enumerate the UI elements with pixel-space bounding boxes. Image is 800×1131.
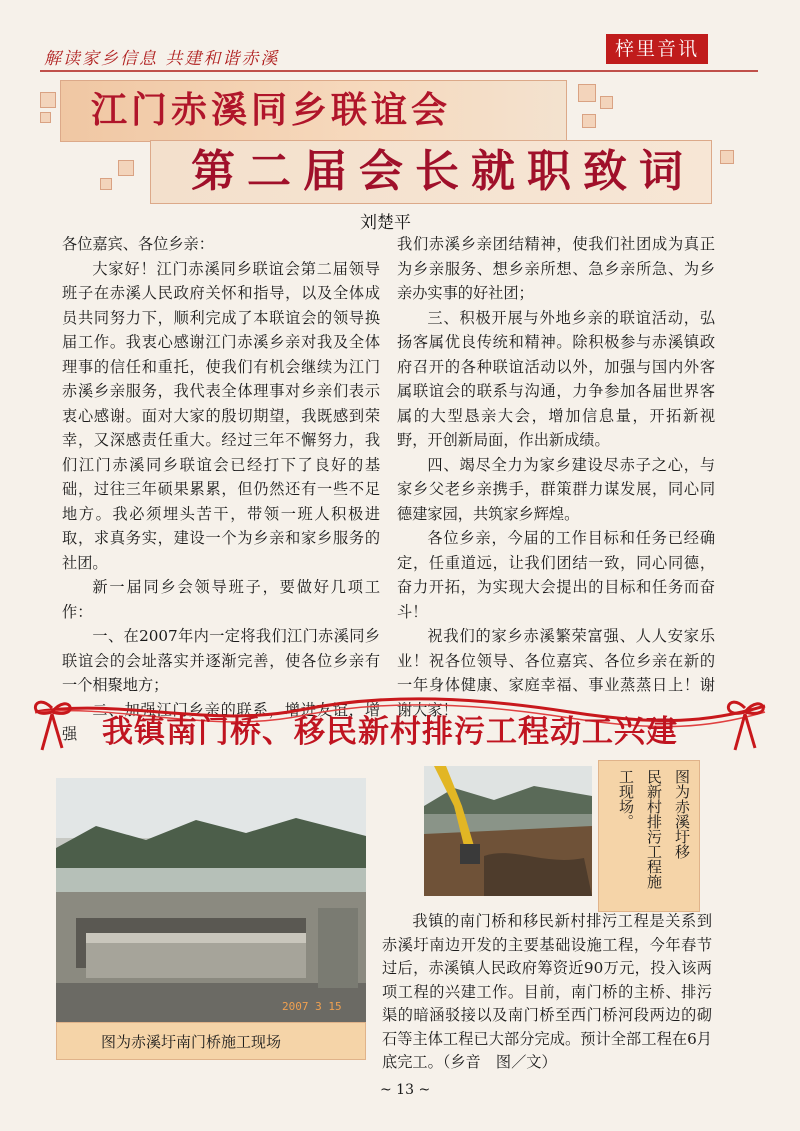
article2-title: 我镇南门桥、移民新村排污工程动工兴建 — [102, 714, 678, 750]
header-rule — [40, 70, 758, 72]
paragraph: 各位乡亲，今届的工作目标和任务已经确定，任重道远，让我们团结一致，同心同德，奋力开拓，为实现大会提出的目标和任务而奋斗！ — [397, 529, 715, 621]
paragraph: 祝我们的家乡赤溪繁荣富强、人人安家乐业！祝各位领导、各位嘉宾、各位乡亲在新的一年身体健康、家庭幸福、事业蒸蒸日上！谢谢大家！ — [397, 627, 715, 719]
decor-square — [40, 112, 51, 123]
article1-right-column — [397, 232, 715, 722]
decor-square — [582, 114, 596, 128]
paragraph: 三、积极开展与外地乡亲的联谊活动，弘扬客属优良传统和精神。除积极参与赤溪镇政府召开的各种联谊活动以外，加强与国内外客属联谊会的联系与沟通，力争参加各届世界客属的大型恳亲大会，增加信息量，开拓新视野，开创新局面，作出新成绩。 — [397, 308, 715, 449]
decor-square — [118, 160, 134, 176]
decor-square — [720, 150, 734, 164]
decor-square — [40, 92, 56, 108]
sewage-photo-caption — [598, 760, 700, 912]
decor-square — [600, 96, 613, 109]
caption-col: 民新村排污工程施 — [645, 769, 663, 889]
sewage-construction-photo — [424, 766, 592, 896]
bridge-construction-photo — [56, 778, 366, 1022]
paragraph: 我镇的南门桥和移民新村排污工程是关系到赤溪圩南边开发的主要基础设施工程，今年春节过后，赤溪镇人民政府筹资近90万元，投入该两项工程的兴建工作。目前，南门桥的主桥、排污渠的暗涵驳接以及南门桥至西门桥河段两边的砌石等主体工程已大部分完成。预计全部工程在6月底完工。（乡音 图／文） — [382, 912, 712, 1071]
paragraph: 二、加强江门乡亲的联系，增进友谊，增强 — [62, 700, 380, 743]
page-number: ~ 13 ~ — [380, 1082, 431, 1098]
article1-title-line2: 第二届会长就职致词 — [150, 140, 712, 204]
article1-left-column — [62, 232, 380, 747]
column-tag: 梓里音讯 — [606, 34, 708, 64]
photo-date-stamp: 2007 3 15 — [282, 1000, 342, 1013]
header-slogan: 解读家乡信息 共建和谐赤溪 — [44, 49, 280, 69]
paragraph: 各位嘉宾、各位乡亲： — [62, 235, 214, 253]
caption-col: 图为赤溪圩移 — [673, 769, 691, 859]
decor-square — [100, 178, 112, 190]
article2-body — [382, 910, 712, 1075]
bridge-photo-caption: 图为赤溪圩南门桥施工现场 — [56, 1022, 366, 1060]
paragraph: 一、在2007年内一定将我们江门赤溪同乡联谊会的会址落实并逐渐完善，使各位乡亲有一个相聚地方； — [62, 627, 380, 694]
paragraph: 新一届同乡会领导班子，要做好几项工作： — [62, 578, 380, 621]
paragraph: 我们赤溪乡亲团结精神，使我们社团成为真正为乡亲服务、想乡亲所想、急乡亲所急、为乡亲办实事的好社团； — [397, 235, 715, 302]
article1-author: 刘楚平 — [360, 213, 411, 233]
caption-col: 工现场。 — [617, 769, 635, 829]
article1-title-line1: 江门赤溪同乡联谊会 — [60, 80, 567, 142]
decor-square — [578, 84, 596, 102]
paragraph: 四、竭尽全力为家乡建设尽赤子之心，与家乡父老乡亲携手，群策群力谋发展，同心同德建家园，共筑家乡辉煌。 — [397, 455, 715, 523]
paragraph: 大家好！江门赤溪同乡联谊会第二届领导班子在赤溪人民政府关怀和指导，以及全体成员共同努力下，顺利完成了本联谊会的领导换届工作。我衷心感谢江门赤溪乡亲对我及全体理事的信任和重托，使我们有机会继续为江门赤溪乡亲服务，我代表全体理事对乡亲们表示衷心感谢。面对大家的殷切期望，我既感到荣幸，又深感责任重大。经过三年不懈努力，我们江门赤溪同乡联谊会已经打下了良好的基础，过往三年硕果累累，但仍然还有一些不足地方。我必须埋头苦干，带领一班人积极进取，求真务实，建设一个为乡亲和家乡服务的社团。 — [62, 259, 380, 572]
